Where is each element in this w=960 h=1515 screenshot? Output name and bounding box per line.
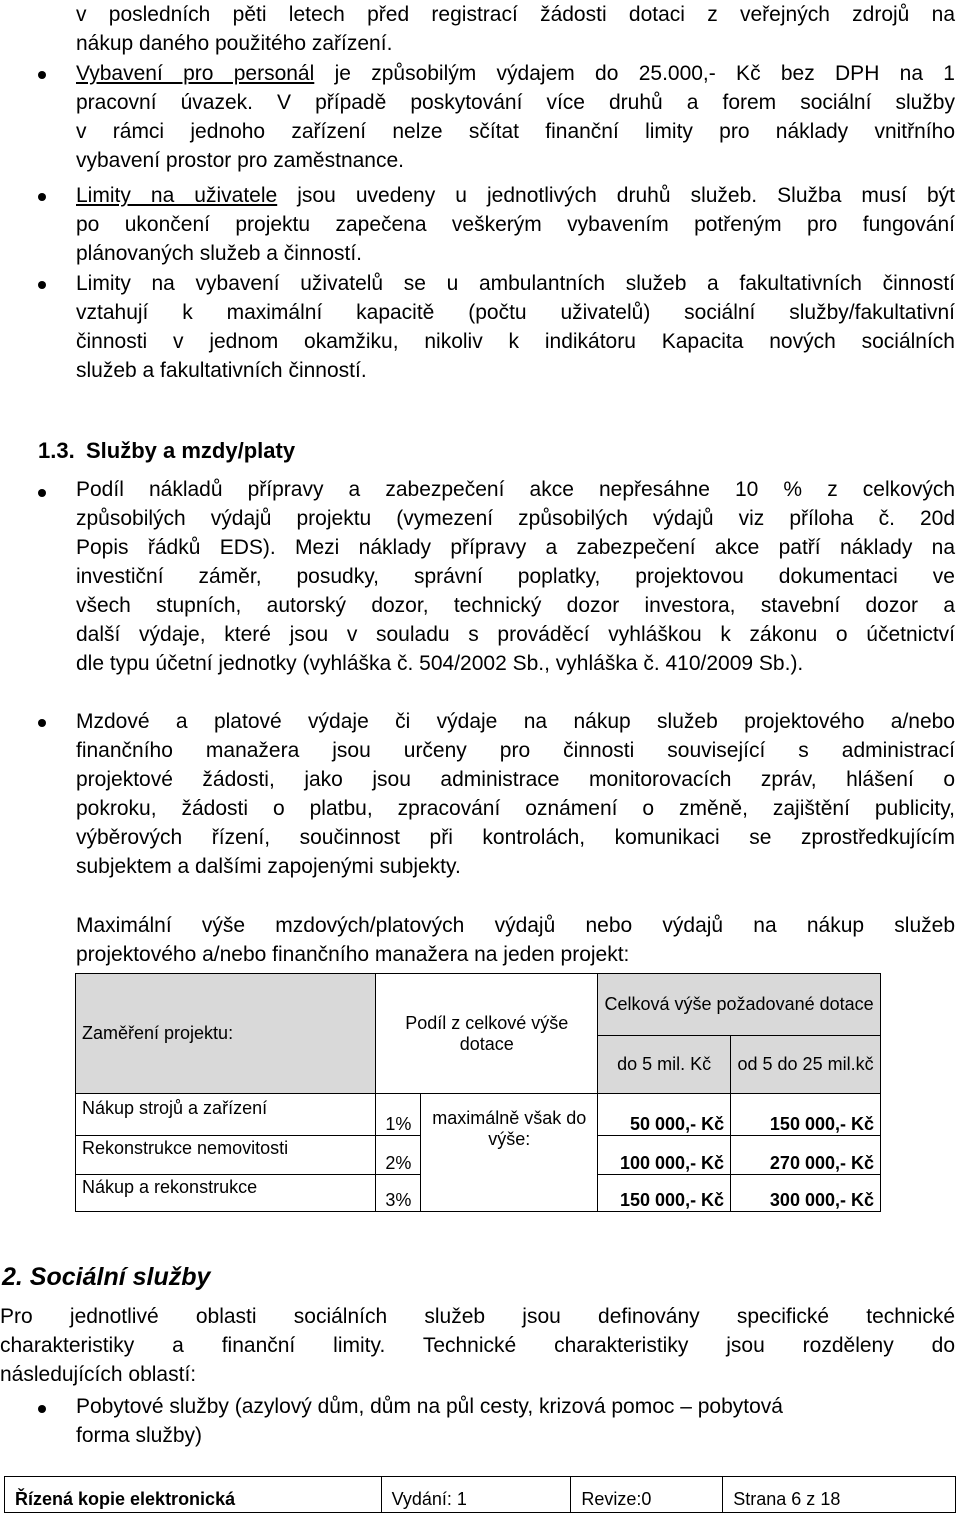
- text-line: služeb a fakultativních činností.: [76, 359, 367, 382]
- bullet-icon: [38, 71, 46, 79]
- header-focus: Zaměření projektu:: [76, 974, 376, 1094]
- text-line: Mzdové a platové výdaje či výdaje na nákup služeb projektového a/nebo: [76, 710, 955, 733]
- header-total: Celková výše požadované dotace: [598, 974, 881, 1036]
- text-line: charakteristiky a finanční limity. Technické charakteristiky jsou rozděleny do: [0, 1334, 955, 1357]
- text-line: v rámci jednoho zařízení nelze sčítat finanční limity pro náklady vnitřního: [76, 120, 955, 143]
- row-amount-up5: 150 000,- Kč: [598, 1175, 731, 1212]
- footer-page: Strana 6 z 18: [723, 1477, 956, 1513]
- row-label: Rekonstrukce nemovitosti: [76, 1136, 376, 1175]
- text-line: [76, 59, 955, 88]
- bullet-icon: [38, 193, 46, 201]
- text-line: subjektem a dalšími zapojenými subjekty.: [76, 855, 461, 878]
- text-line: finančního manažera jsou určeny pro činnosti související s administrací: [76, 739, 955, 762]
- limits-table: [75, 973, 881, 1212]
- row-amount-up5: 100 000,- Kč: [598, 1136, 731, 1175]
- bullet-icon: [38, 1405, 46, 1413]
- header-share: Podíl z celkové výše dotace: [376, 974, 598, 1094]
- text-line: Pobytové služby (azylový dům, dům na půl cesty, krizová pomoc – pobytová: [76, 1395, 783, 1418]
- text-line: Pro jednotlivé oblasti sociálních služeb jsou definovány specifické technické: [0, 1305, 955, 1328]
- max-note: maximálně však do výše:: [421, 1094, 598, 1212]
- text-line: v posledních pěti letech před registrací žádosti dotaci z veřejných zdrojů na: [76, 3, 955, 26]
- row-pct: 2%: [376, 1136, 421, 1175]
- text-line: Podíl nákladů přípravy a zabezpečení akce nepřesáhne 10 % z celkových: [76, 478, 955, 501]
- row-amount-up5: 50 000,- Kč: [598, 1094, 731, 1136]
- text-line: následujících oblastí:: [0, 1363, 197, 1386]
- footer-table: [4, 1476, 956, 1513]
- text-line: forma služby): [76, 1424, 203, 1447]
- header-up-to-5m: do 5 mil. Kč: [598, 1036, 731, 1094]
- row-amount-5to25: 300 000,- Kč: [731, 1175, 881, 1212]
- text-line: [76, 181, 955, 210]
- text-line: vybavení prostor pro zaměstnance.: [76, 149, 405, 172]
- bullet-icon: [38, 489, 46, 497]
- text-line: činnosti v jednom okamžiku, nikoliv k indikátoru Kapacita nových sociálních: [76, 330, 955, 353]
- text-line: pracovní úvazek. V případě poskytování více druhů a forem sociální služby: [76, 91, 955, 114]
- text-line: další výdaje, které jsou v souladu s prováděcí vyhláškou k zákonu o účetnictví: [76, 623, 955, 646]
- bullet-icon: [38, 719, 46, 727]
- text-line: investiční záměr, posudky, správní poplatky, projektovou dokumentaci ve: [76, 565, 955, 588]
- underlined-term: Limity na uživatele: [76, 184, 278, 207]
- footer-copy: Řízená kopie elektronická: [5, 1477, 382, 1513]
- text-line: pokroku, žádosti o platbu, zpracování oznámení o změně, zajištění publicity,: [76, 797, 955, 820]
- row-label: Nákup a rekonstrukce: [76, 1175, 376, 1212]
- text-line: po ukončení projektu zapečena veškerým vybavením potřeným pro fungování: [76, 213, 955, 236]
- text-span: je způsobilým výdajem do 25.000,- Kč bez DPH na 1: [314, 62, 955, 85]
- underlined-term: Vybavení pro personál: [76, 62, 315, 85]
- footer-revision: Revize:0: [571, 1477, 723, 1513]
- text-line: Popis řádků EDS). Mezi náklady přípravy a zabezpečení akce patří náklady na: [76, 536, 955, 559]
- text-line: nákup daného použitého zařízení.: [76, 32, 393, 55]
- row-amount-5to25: 270 000,- Kč: [731, 1136, 881, 1175]
- text-line: způsobilých výdajů projektu (vymezení způsobilých výdajů viz příloha č. 20d: [76, 507, 955, 530]
- bullet-icon: [38, 281, 46, 289]
- section-title: Služby a mzdy/platy: [86, 438, 296, 463]
- text-line: vztahují k maximální kapacitě (počtu uživatelů) sociální služby/fakultativní: [76, 301, 955, 324]
- text-line: plánovaných služeb a činností.: [76, 242, 363, 265]
- row-pct: 1%: [376, 1094, 421, 1136]
- text-line: projektové žádosti, jako jsou administrace monitorovacích zpráv, hlášení o: [76, 768, 955, 791]
- section-2-heading: 2. Sociální služby: [2, 1263, 211, 1291]
- text-line: výběrových řízení, součinnost při kontrolách, komunikaci se zprostředkujícím: [76, 826, 955, 849]
- row-amount-5to25: 150 000,- Kč: [731, 1094, 881, 1136]
- row-pct: 3%: [376, 1175, 421, 1212]
- text-line: Maximální výše mzdových/platových výdajů nebo výdajů na nákup služeb: [76, 914, 955, 937]
- header-5-to-25m: od 5 do 25 mil.kč: [731, 1036, 881, 1094]
- row-label: Nákup strojů a zařízení: [76, 1094, 376, 1136]
- text-line: Limity na vybavení uživatelů se u ambulantních služeb a fakultativních činností: [76, 272, 955, 295]
- text-line: všech stupních, autorský dozor, technický dozor investora, stavební dozor a: [76, 594, 955, 617]
- section-number: 1.3.: [38, 438, 75, 463]
- footer-issue: Vydání: 1: [381, 1477, 571, 1513]
- text-line: projektového a/nebo finančního manažera na jeden projekt:: [76, 943, 630, 966]
- text-line: dle typu účetní jednotky (vyhláška č. 504/2002 Sb., vyhláška č. 410/2009 Sb.).: [76, 652, 804, 675]
- text-span: jsou uvedeny u jednotlivých druhů služeb. Služba musí být: [277, 184, 955, 207]
